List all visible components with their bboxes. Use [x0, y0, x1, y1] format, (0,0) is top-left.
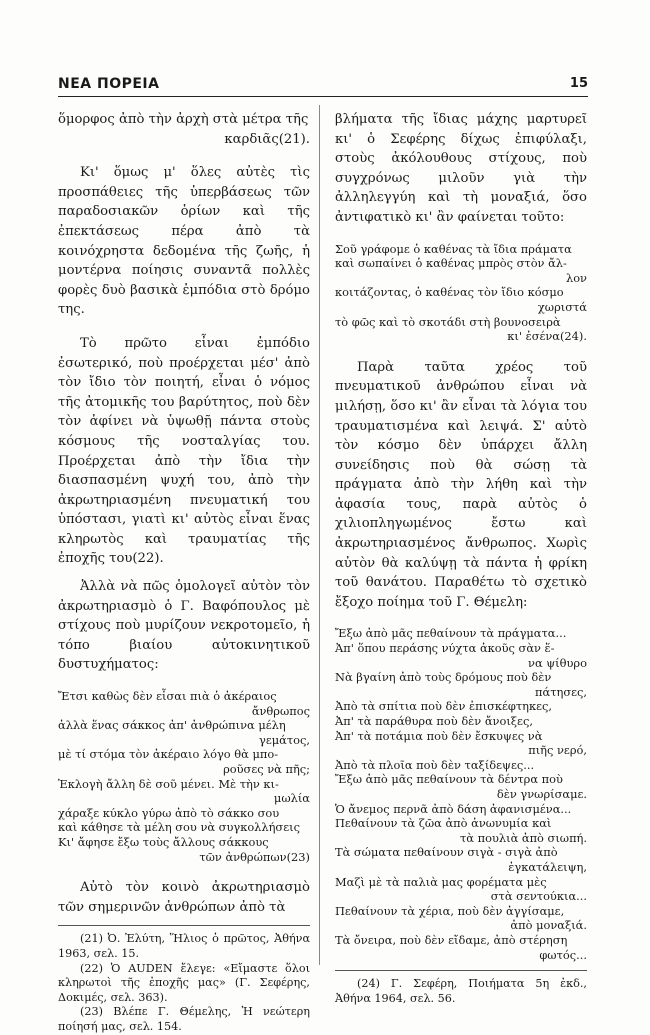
poem-line: Ὁ ἄνεμος περνᾶ ἀπὸ δάση ἀφανισμένα... — [335, 801, 572, 816]
paragraph: Αὐτὸ τὸν κοινὸ ἀκρωτηριασμὸ τῶν σημερινῶν ἀνθρώπων ἀπὸ τὰ — [58, 880, 310, 915]
poem-line: Ἀπὸ τὰ πλοῖα ποὺ δὲν ταξίδεψες... — [335, 757, 535, 772]
poem-line-continuation: ροῦσες νὰ πῆς; — [223, 762, 310, 776]
poem-line: ἀλλὰ ἕνας σάκκος ἀπ' ἀνθρώπινα μέλη — [58, 718, 286, 733]
poem-line-continuation: μωλία — [273, 791, 310, 806]
poem-line: Ἔξω ἀπὸ μᾶς πεθαίνουν τὰ πράγματα... — [335, 626, 567, 641]
poem-line: χάραξε κύκλο γύρω ἀπὸ τὸ σάκκο σου — [58, 805, 280, 820]
poem-line-continuation: ἐγκατάλειψη, — [508, 859, 587, 874]
poem-line: Τὰ ὄνειρα, ποὺ δὲν εἴδαμε, ἀπὸ στέρηση — [335, 932, 568, 947]
footnotes — [335, 977, 587, 1006]
footnote-rule — [335, 970, 587, 971]
poem-line: Πεθαίνουν τὰ ζῶα ἀπὸ ἀνωνυμία καὶ — [335, 816, 552, 831]
poem-line: Σοῦ γράφομε ὁ καθένας τὰ ἴδια πράματα — [335, 241, 572, 256]
poem-line: Ἐκλογὴ ἄλλη δὲ σοῦ μένει. Μὲ τὴν κι- — [58, 776, 279, 791]
paragraph: βλήματα τῆς ἴδιας μάχης μαρτυρεῖ κι' ὁ Σεφέρης δίχως ἐπιφύλαξι, στοὺς ἀκόλουθους στίχους, ποὺ συγχρόνως μιλοῦν γιὰ τὴν ἀλληλεγγύη καὶ τὴ μοναξιά, ὅσο ἀντιφατικὸ κι' ἂν φαίνεται τοῦτο: — [335, 112, 587, 225]
poem-line-continuation: ἀπὸ μοναξιά. — [510, 918, 587, 933]
poem-line: κοιτάζοντας, ὁ καθένας τὸν ἴδιο κόσμο — [335, 285, 564, 300]
poem-line: Πεθαίνουν τὰ χέρια, ποὺ δὲν ἀγγίσαμε, — [335, 903, 565, 918]
right-column — [335, 110, 587, 1006]
paragraph: ὅμορφος ἀπὸ τὴν ἀρχὴ στὰ μέτρα τῆς — [58, 112, 309, 127]
footnote: (22) Ὁ AUDEN ἔλεγε: «Εἴμαστε ὅλοι κληρωτοὶ τῆς ἐποχῆς μας» (Γ. Σεφέρης, Δοκιμές, σελ. 363). — [58, 961, 310, 1004]
poem-line-continuation: ἄνθρωπος — [251, 703, 310, 718]
poem-line: Ἔτσι καθὼς δὲν εἶσαι πιὰ ὁ ἀκέραιος — [58, 689, 277, 704]
running-header — [58, 72, 588, 97]
poem-line: Ἔξω ἀπὸ μᾶς πεθαίνουν τὰ δέντρα ποὺ — [335, 772, 563, 787]
poem-line: Νὰ βγαίνη ἀπὸ τοὺς δρόμους ποὺ δὲν — [335, 670, 552, 685]
poem-line-continuation: να ψίθυρο — [528, 655, 587, 670]
poem-line: Ἀπ' τὰ παράθυρα ποὺ δὲν ἄνοιξες, — [335, 714, 533, 728]
poem-line-continuation: πιῆς νερό, — [528, 743, 587, 758]
footnote-rule — [58, 925, 310, 926]
footnote: (24) Γ. Σεφέρη, Ποιήματα 5η ἐκδ., Ἀθήνα 1964, σελ. 56. — [335, 977, 587, 1005]
poem-line-continuation: φωτός... — [539, 947, 587, 962]
poem-quote — [335, 626, 587, 962]
poem-line: Ἀπὸ τὰ σπίτια ποὺ δὲν ἐπισκέφτηκες, — [335, 699, 553, 714]
paragraph: Ἀλλὰ νὰ πῶς ὁμολογεῖ αὐτὸν τὸν ἀκρωτηριασμὸ ὁ Γ. Βαφόπουλος μὲ στίχους ποὺ μυρίζουν νεκροτομεῖο, ἡ τόπο βιαίου αὐτοκινητικοῦ δυστυχήματος: — [58, 579, 310, 673]
footnote: (21) Ὀ. Ἐλύτη, Ἥλιος ὁ πρῶτος, Ἀθήνα 1963, σελ. 15. — [58, 932, 310, 960]
poem-line: Μαζὶ μὲ τὰ παλιὰ μας φορέματα μὲς — [335, 874, 547, 889]
poem-line-continuation: κι' ἐσένα(24). — [507, 329, 587, 344]
poem-quote — [335, 242, 587, 344]
poem-quote — [58, 689, 310, 864]
poem-line-continuation: πάτησες, — [535, 684, 587, 699]
poem-line-continuation: τῶν ἀνθρώπων(23) — [199, 849, 310, 864]
paragraph: Τὸ πρῶτο εἶναι ἐμπόδιο ἐσωτερικό, ποὺ προέρχεται μέσ' ἀπὸ τὸν ἴδιο τὸν ποιητή, εἶναι ὁ νόμος τῆς ἀτομικῆς του βαρύτητος, ποὺ δὲν τὸν ἀφίνει νὰ ὑψωθῇ πάντα στοὺς κόσμους τῆς νοσταλγίας του. Προέρχεται ἀπὸ τὴν ἴδια τὴν διασπασμένη ψυχή του, ἀπὸ τὴν ἀκρωτηριασμένη πνευματική του ὑπόστασι, γιατὶ κι' αὐτὸς εἶναι ἕνας κληρωτὸς καὶ τραυματίας τῆς ἐποχῆς του(22). — [58, 335, 310, 567]
poem-line-continuation: γεμάτος, — [259, 732, 310, 747]
poem-line: μὲ τί στόμα τὸν ἀκέραιο λόγο θὰ μπο- — [58, 747, 279, 762]
footnote: (23) Βλέπε Γ. Θέμελης, Ἡ νεώτερη ποίησή μας, σελ. 154. — [58, 1005, 310, 1033]
poem-line: Ἀπ' ὅπου περάσης νύχτα ἀκοῦς σὰν ἕ- — [335, 641, 555, 656]
page-number: 15 — [569, 76, 588, 91]
footnotes — [58, 932, 310, 1034]
column-divider — [319, 105, 320, 965]
paragraph: καρδιᾶς(21). — [224, 131, 310, 147]
poem-line-continuation: στὰ σεντούκια... — [490, 889, 587, 904]
poem-line-continuation: δὲν γνωρίσαμε. — [496, 786, 587, 801]
left-column — [58, 110, 310, 1035]
poem-line: τὸ φῶς καὶ τὸ σκοτάδι στὴ βουνοσειρὰ — [335, 314, 561, 329]
journal-title: ΝΕΑ ΠΟΡΕΙΑ — [58, 76, 160, 92]
poem-line: Κι' ἄφησε ἔξω τοὺς ἄλλους σάκκους — [58, 834, 269, 849]
poem-line: Ἀπ' τὰ ποτάμια ποὺ δὲν ἔσκυψες νὰ — [335, 728, 543, 743]
poem-line: Τὰ σώματα πεθαίνουν σιγὰ - σιγὰ ἀπὸ — [335, 845, 558, 860]
paragraph: Κι' ὅμως μ' ὅλες αὐτὲς τὶς προσπάθειες τῆς ὑπερβάσεως τῶν παραδοσιακῶν ὁρίων καὶ τῆς ἐπεκτάσεως πέρα ἀπὸ τὰ κοινόχρηστα δεδομένα τῆς ζωῆς, ἡ μοντέρνα ποίησις συναντᾶ πολλὲς φορὲς δυὸ βασικὰ ἐμπόδια στὸ δρόμο της. — [58, 165, 310, 318]
poem-line: καὶ σωπαίνει ὁ καθένας μπρὸς στὸν ἄλ- — [335, 256, 567, 271]
poem-line: καὶ κάθησε τὰ μέλη σου νὰ συγκολλήσεις — [58, 820, 300, 835]
paragraph: Παρὰ ταῦτα χρέος τοῦ πνευματικοῦ ἀνθρώπου εἶναι νὰ μιλήσῃ, ὅσο κι' ἂν εἶναι τὰ λόγια του τραυματισμένα καὶ λειψά. Σ' αὐτὸ τὸν κόσμο δὲν ὑπάρχει ἄλλη συνείδησις ποὺ θὰ σώσῃ τὰ πράγματα ἀπὸ τὴν λήθη καὶ τὴν ἀφασία τους, παρὰ αὐτὸς ὁ χιλιοπληγωμένος ἔστω καὶ ἀκρωτηριασμένος ἄνθρωπος. Χωρὶς αὐτὸν θὰ καλύψῃ τὰ πάντα ἡ φρίκη τοῦ θανάτου. Παραθέτω τὸ σχετικὸ ἔξοχο ποίημα τοῦ Γ. Θέμελη: — [335, 359, 587, 610]
poem-line-continuation: χωριστά — [537, 299, 587, 314]
poem-line-continuation: λον — [565, 270, 587, 285]
poem-line-continuation: τὰ πουλιὰ ἀπὸ σιωπή. — [460, 830, 587, 845]
